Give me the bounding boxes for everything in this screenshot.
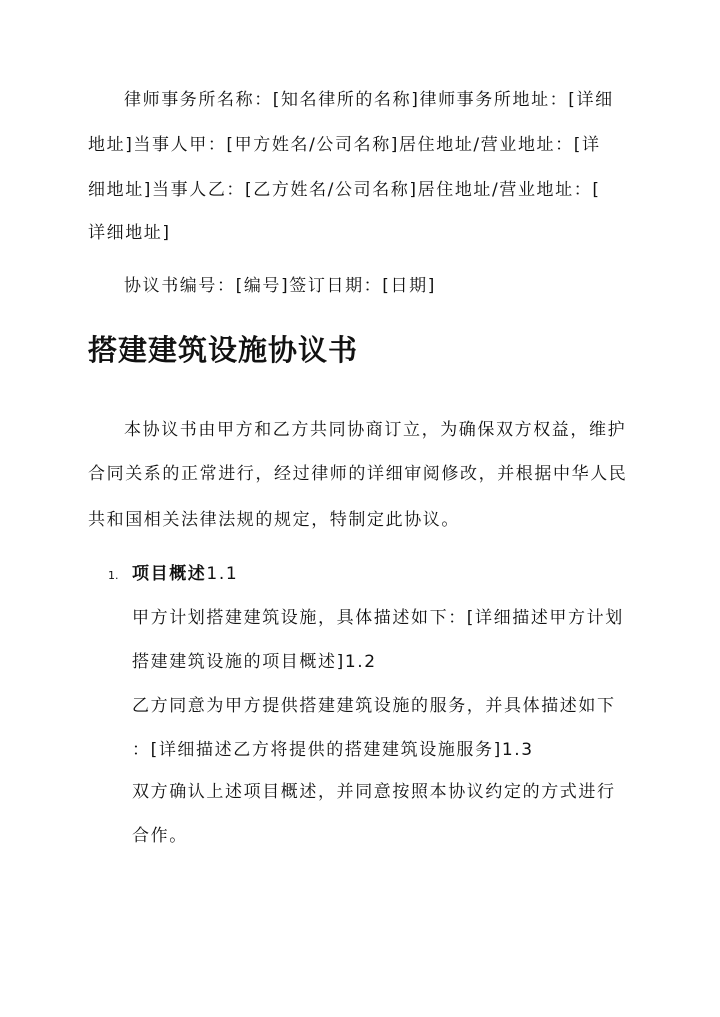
section-heading-suffix: 1.1: [206, 564, 239, 584]
section-line-6: 合作。: [132, 826, 188, 846]
document-title: 搭建建筑设施协议书: [88, 333, 359, 367]
section-heading-line: [132, 562, 238, 586]
header-line-4: 详细地址]: [88, 223, 171, 243]
agreement-number-line: 协议书编号：[编号]签订日期：[日期]: [124, 276, 436, 296]
header-line-3: 细地址]当事人乙：[乙方姓名/公司名称]居住地址/营业地址：[: [88, 180, 601, 200]
section-line-4: ：[详细描述乙方将提供的搭建建筑设施服务]1.3: [132, 740, 534, 760]
intro-line-2: 合同关系的正常进行，经过律师的详细审阅修改，并根据中华人民: [88, 464, 628, 484]
intro-line-1: 本协议书由甲方和乙方共同协商订立，为确保双方权益，维护: [124, 420, 627, 440]
section-line-1: 甲方计划搭建建筑设施，具体描述如下：[详细描述甲方计划: [132, 608, 624, 628]
section-line-5: 双方确认上述项目概述，并同意按照本协议约定的方式进行: [132, 782, 616, 802]
section-line-3: 乙方同意为甲方提供搭建建筑设施的服务，并具体描述如下: [132, 696, 616, 716]
header-line-1: 律师事务所名称：[知名律所的名称]律师事务所地址：[详细: [124, 90, 614, 110]
section-line-2: 搭建建筑设施的项目概述]1.2: [132, 652, 377, 672]
section-heading: 项目概述: [132, 564, 207, 584]
header-line-2: 地址]当事人甲：[甲方姓名/公司名称]居住地址/营业地址：[详: [88, 135, 601, 155]
section-number: 1.: [108, 569, 119, 582]
intro-line-3: 共和国相关法律法规的规定，特制定此协议。: [88, 510, 460, 530]
